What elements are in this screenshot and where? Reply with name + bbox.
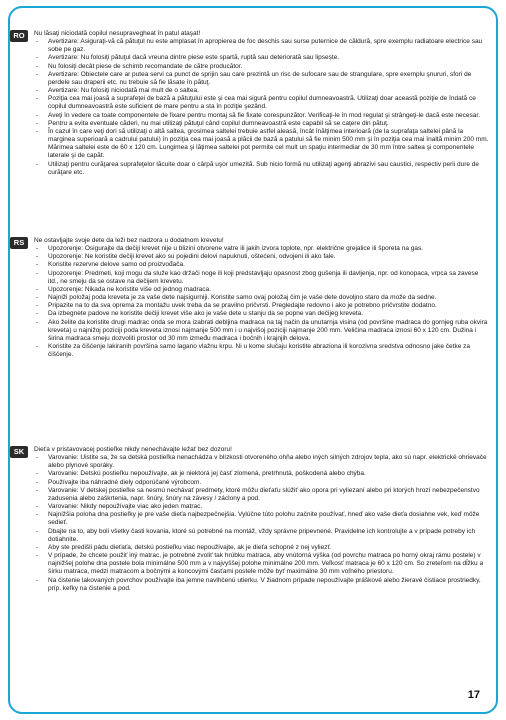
list-item: - Aveţi în vedere ca toate componentele de fixare pentru montaj să fie fixate corespunzător. Verificaţi-le în mod regulat şi strângeţi-le dacă este necesar. xyxy=(34,112,490,120)
list-item: - Aby ste predišli pádu dieťaťa, detskú postieľku viac nepoužívajte, ak je dieťa schopné z nej vyliezť. xyxy=(34,544,490,552)
list-item: - V prípade, že chcete použiť iný matrac, je potrebné zvoliť tak hrúbku matraca, aby vnútorná výška (od povrchu matraca po horný okraj rámu postele) v najnižšej polohe dna postele bola minimálne 500 mm a v najvyššej polohe minimálne 200 mm. Veľkosť matraca je 60 x 120 cm. So zreteľom na dĺžku a šírku matraca, medzi matracom a bočnými a koncovými časťami postele môže byť maximálne 30 mm voľného priestoru. xyxy=(34,552,490,576)
list-item: Nu lăsaţi niciodată copilul nesupravegheat în patul ataşat! xyxy=(34,30,201,37)
warning-list-sk xyxy=(34,446,490,593)
list-item: - În cazul în care veţi dori să utilizaţi o altă saltea, grosimea saltelei trebuie astfel aleasă, încât înălţimea interioară (de la suprafaţa saltelei până la marginea superioară a cadrului patului) în poziţia cea mai joasă a plăcii de bază a patului să fie minim 500 mm şi în poziţia cea mai înaltă minim 200 mm. Mărimea saltelei este de 60 x 120 cm. Lungimea şi lăţimea saltelei pot permite cel mult un spaţiu intermediar de 30 mm între saltea şi componentele laterale şi de capăt. xyxy=(34,128,490,161)
language-badge-ro: RO xyxy=(10,30,28,42)
list-item: - Upozorenje: Nikada ne koristite više od jednog madraca. xyxy=(34,286,490,294)
warning-list-ro xyxy=(34,30,490,177)
list-item: - Koristite za čišćenje lakiranih površina samo lagano vlažnu krpu. Ni u kome slučaju koristite abraziona ili korozivna sredstva odnosno jake četke za čišćenje. xyxy=(34,343,490,359)
list-item: - Avertizare: Nu folosiţi pătuţul dacă vreuna dintre piese este spartă, ruptă sau deteriorată sau lipsește. xyxy=(34,54,490,62)
list-item: - Nu folosiţi decât piese de schimb recomandate de către producător. xyxy=(34,63,490,71)
list-item: Dieťa v pristavovacej postieľke nikdy nenechávajte ležať bez dozoru! xyxy=(34,446,232,453)
list-item: - Utilizaţi pentru curăţarea suprafeţelor lăcuite doar o cârpă uşor umezită. Sub nicio formă nu utilizaţi agenţi abrazivi sau caustici, respectiv perii dure de curăţare etc. xyxy=(34,161,490,177)
list-item: - Varovanie: Nikdy nepoužívajte viac ako jeden matrac. xyxy=(34,503,490,511)
language-badge-sk: SK xyxy=(10,446,28,458)
list-item: - Na čistenie lakovaných povrchov používajte iba jemne navlhčenú utierku. V žiadnom prípade nepoužívajte práškové alebo žieravé čistiace prostriedky, príp. kefky na čistenie a pod. xyxy=(34,577,490,593)
section-rs xyxy=(13,237,490,359)
list-item: - Da izbegnete padove ne koristite dečiji krevet više ako je vaše dete u stanju da se popne van dečijeg kreveta. xyxy=(34,310,490,318)
list-item: - Dbajte na to, aby boli všetky časti kovania, ktoré sú potrebné na montáž, vždy správne pripevnené. Pravidelne ich kontrolujte a v prípade potreby ich dotiahnite. xyxy=(34,528,490,544)
list-item: - Varovanie: Uistite sa, že sa detská postieľka nenachádza v blízkosti otvoreného ohňa alebo iných silných zdrojov tepla, ako sú napr. elektrické ohrievače alebo plynové sporáky. xyxy=(34,454,490,470)
page-number: 17 xyxy=(467,689,480,701)
list-item: - Koristite rezervne delove samo od proizvođača. xyxy=(34,261,490,269)
list-item: - Najniži položaj poda kreveta je za vaše dete najsigurniji. Koristite samo ovaj položaj čim je vaše dete dovoljno staro da može da sedne. xyxy=(34,294,490,302)
list-item: - Varovanie: Detskú postieľku nepoužívajte, ak je niektorá jej časť zlomená, pretrhnutá, poškodená alebo chýba. xyxy=(34,470,490,478)
list-item: - Používajte iba náhradné diely odporúčané výrobcom. xyxy=(34,479,490,487)
list-item: - Poziţia cea mai joasă a suprafeţei de bază a pătuţului este şi cea mai sigură pentru copilul dumneavoastră. Utilizaţi doar această poziţie de îndată ce copilul dumneavoastră este suficient de mare pentru a sta în poziţie şezând. xyxy=(34,95,490,111)
list-item: - Upozorenje: Predmeti, koji mogu da služe kao držači noge ili koji predstavljaju opasnost zbog gušenja ili davljenja, npr. od konopaca, vrpca sa zavese itd., ne smeju da se ostave na dečijem krevetu. xyxy=(34,270,490,286)
list-item: - Avertizare: Obiectele care ar putea servi ca punct de sprijin sau care prezintă un risc de sufocare sau de strangulare, spre exemplu şnururi, sfori de perdele sau draperii etc. nu trebuie să fie lăsate în pătuţ. xyxy=(34,71,490,87)
list-item: - Avertizare: Nu folosiţi niciodată mai mult de o saltea. xyxy=(34,87,490,95)
section-ro xyxy=(13,30,490,177)
list-item: - Ako želite da koristite drugi madrac onda se mora izabrati debljina madraca na taj način da unutarnja visina (od površine madraca do gornjeg ruba okvira kreveta) u najnižoj poziciji poda kreveta iznosi najmanje 500 mm i u najvišoj poziciji najmanje 200 mm. Veličina madraca iznosi 60 x 120 cm. Dužina i širina madraca smeju dozvoliti prostor od 30 mm između madraca i bočnih i krajnjih delova. xyxy=(34,319,490,343)
list-item: Ne ostavljajte svoje dete da leži bez nadzora u dodatnom krevetu! xyxy=(34,237,224,244)
list-item: - Varovanie: V detskej postieľke sa nesmú nechávať predmety, ktoré môžu dieťaťu slúžiť ako opora pri vyliezaní alebo pri ktorých hrozí nebezpečenstvo zadusenia alebo zaškrtenia, napr. šnúry, šnúry na závesy / záclony a pod. xyxy=(34,487,490,503)
list-item: - Pripazite na to da sva oprema za montažu uvek treba da se pravilno pričvrsti. Pregledajte redovno i ako je potrebno pričvrstite dodatno. xyxy=(34,302,490,310)
warning-list-rs xyxy=(34,237,490,359)
list-item: - Avertizare: Asiguraţi-vă că pătuţul nu este amplasat în apropierea de foc deschis sau surse puternice de căldură, spre exemplu radiatoare electrice sau sobe pe gaz. xyxy=(34,38,490,54)
list-item: - Upozorenje: Osigurajte da dečiji krevet nije u blizini otvorene vatre ili jakih izvora toplote, npr. električne grejalice ili šporeta na gas. xyxy=(34,245,490,253)
list-item: - Pentru a evita eventuale căderi, nu mai utilizaţi pătuţul când copilul dumneavoastră este capabil să se caţere din pătuţ. xyxy=(34,120,490,128)
language-badge-rs: RS xyxy=(10,237,28,249)
list-item: - Upozorenje: Ne koristite dečiji krevet ako su pojedini delovi napuknuti, oštećeni, odvojeni ili ako fale. xyxy=(34,253,490,261)
section-sk xyxy=(13,446,490,593)
list-item: - Najnižšia poloha dna postieľky je pre vaše dieťa najbezpečnejšia. Vylúčne túto polohu začnite používať, hneď ako vaše dieťa dosiahne vek, keď môže sedieť. xyxy=(34,511,490,527)
